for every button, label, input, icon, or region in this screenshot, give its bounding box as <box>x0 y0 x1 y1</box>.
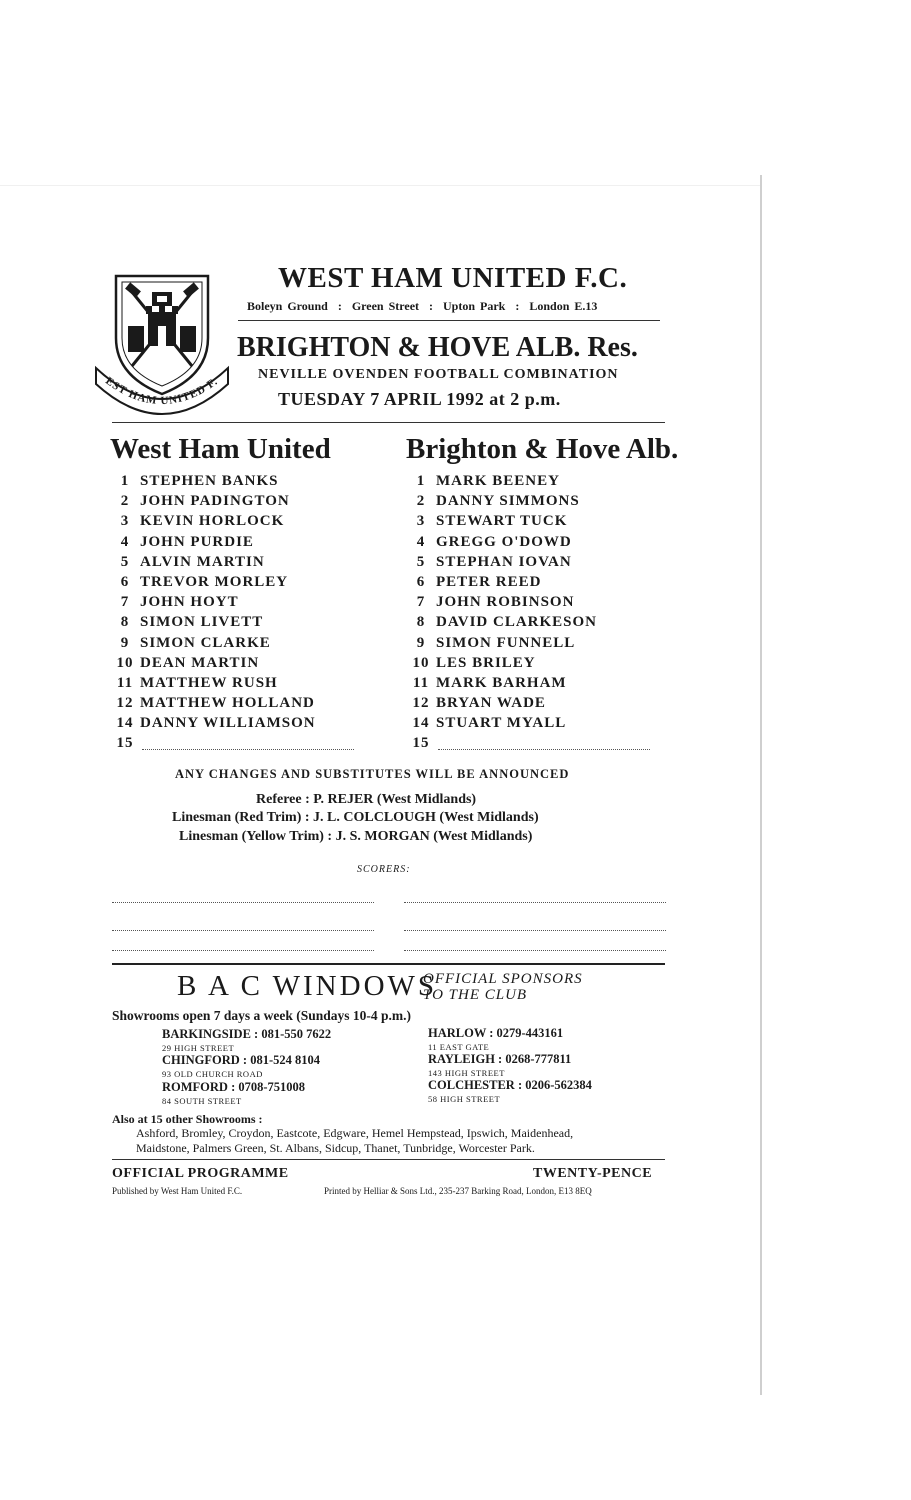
player-name: PETER REED <box>436 573 542 590</box>
player-name: MATTHEW HOLLAND <box>140 695 315 712</box>
player-name: STUART MYALL <box>436 715 567 732</box>
showroom-street: 93 OLD CHURCH ROAD <box>162 1069 263 1079</box>
player-number: 15 <box>412 735 430 752</box>
player-row <box>408 493 597 513</box>
player-name: BRYAN WADE <box>436 695 546 712</box>
player-number: 10 <box>116 654 134 671</box>
player-number: 7 <box>120 594 130 611</box>
player-number: 5 <box>120 553 130 570</box>
player-row <box>408 715 597 735</box>
player-number: 4 <box>416 533 426 550</box>
away-team-name: Brighton & Hove Alb. <box>406 433 679 465</box>
opponent-title: BRIGHTON & HOVE ALB. Res. <box>237 332 638 363</box>
player-number: 12 <box>412 695 430 712</box>
player-number: 6 <box>416 573 426 590</box>
scorer-line <box>112 930 374 931</box>
scorer-line <box>404 930 666 931</box>
player-name: JOHN ROBINSON <box>436 594 575 611</box>
scorer-line <box>112 950 374 951</box>
player-row <box>112 675 316 695</box>
player-name: MARK BEENEY <box>436 473 560 489</box>
towns-line: Maidstone, Palmers Green, St. Albans, Sidcup, Thanet, Tunbridge, Worcester Park. <box>136 1141 535 1155</box>
footer-rule <box>112 1159 665 1160</box>
showroom-street: 58 HIGH STREET <box>428 1094 501 1104</box>
player-number: 9 <box>120 634 130 651</box>
home-team-name: West Ham United <box>110 433 331 465</box>
player-number: 2 <box>416 493 426 510</box>
player-name: DANNY WILLIAMSON <box>140 715 316 732</box>
showroom-name: ROMFORD : 0708-751008 <box>162 1080 306 1094</box>
showroom-name: HARLOW : 0279-443161 <box>428 1026 564 1040</box>
player-name: LES BRILEY <box>436 654 536 671</box>
player-number: 5 <box>416 553 426 570</box>
player-row <box>408 473 597 493</box>
showroom-street: 29 HIGH STREET <box>162 1043 235 1053</box>
player-number: 14 <box>116 715 134 732</box>
sponsor-rule <box>112 963 665 965</box>
player-number: 12 <box>116 695 134 712</box>
player-row <box>408 675 597 695</box>
official-programme: OFFICIAL PROGRAMME <box>112 1166 289 1181</box>
player-number: 8 <box>416 614 426 631</box>
substitutes-notice: ANY CHANGES AND SUBSTITUTES WILL BE ANNOUNCED <box>175 767 570 781</box>
player-name: SIMON LIVETT <box>140 614 264 631</box>
club-title: WEST HAM UNITED F.C. <box>278 262 628 294</box>
player-name: STEWART TUCK <box>436 513 568 530</box>
player-row <box>408 594 597 614</box>
player-name: JOHN PURDIE <box>140 533 254 550</box>
showroom-street: 11 EAST GATE <box>428 1042 490 1052</box>
programme-price: TWENTY-PENCE <box>533 1166 653 1181</box>
player-name: STEPHEN BANKS <box>140 473 279 489</box>
player-name: STEPHAN IOVAN <box>436 553 572 570</box>
player-name: DAVID CLARKESON <box>436 614 598 631</box>
linesman-yellow: Linesman (Yellow Trim) : J. S. MORGAN (West Midlands) <box>179 829 533 844</box>
player-name: JOHN PADINGTON <box>140 493 290 510</box>
player-row <box>408 695 597 715</box>
sponsor-name: B A C WINDOWS <box>177 970 438 1002</box>
player-number: 3 <box>120 513 130 530</box>
showroom-name: COLCHESTER : 0206-562384 <box>428 1078 592 1092</box>
player-row <box>408 655 597 675</box>
club-crest <box>92 268 232 418</box>
player-number: 8 <box>120 614 130 631</box>
player-row <box>408 554 597 574</box>
linesman-red: Linesman (Red Trim) : J. L. COLCLOUGH (West Midlands) <box>172 810 539 825</box>
showroom-name: RAYLEIGH : 0268-777811 <box>428 1052 572 1066</box>
showroom-name: BARKINGSIDE : 081-550 7622 <box>162 1027 332 1041</box>
scorer-line <box>404 950 666 951</box>
player-name: ALVIN MARTIN <box>140 553 265 570</box>
player-name: SIMON CLARKE <box>140 634 271 651</box>
other-showrooms-label: Also at 15 other Showrooms : <box>112 1112 263 1126</box>
player-row <box>112 695 316 715</box>
player-number: 15 <box>116 735 134 752</box>
player-number: 11 <box>116 674 134 691</box>
player-number: 11 <box>412 674 430 691</box>
scorers-label: SCORERS: <box>357 864 411 875</box>
player-row <box>112 554 316 574</box>
page-edge <box>0 185 760 186</box>
scorer-line <box>404 902 666 903</box>
competition: NEVILLE OVENDEN FOOTBALL COMBINATION <box>258 367 619 382</box>
player-number: 4 <box>120 533 130 550</box>
player-name: DEAN MARTIN <box>140 654 260 671</box>
player-name: GREGG O'DOWD <box>436 533 572 550</box>
player-number: 6 <box>120 573 130 590</box>
towns-line: Ashford, Bromley, Croydon, Eastcote, Edgware, Hemel Hempstead, Ipswich, Maidenhead, <box>136 1126 574 1140</box>
player-row <box>408 735 597 755</box>
player-row <box>112 635 316 655</box>
showroom-street: 143 HIGH STREET <box>428 1068 505 1078</box>
player-name: KEVIN HORLOCK <box>140 513 285 530</box>
club-address: Boleyn Ground : Green Street : Upton Park : London E.13 <box>247 299 598 313</box>
blank-player-line <box>142 749 354 750</box>
player-row <box>112 735 316 755</box>
player-name: DANNY SIMMONS <box>436 493 580 510</box>
player-row <box>112 594 316 614</box>
player-number: 3 <box>416 513 426 530</box>
player-number: 7 <box>416 594 426 611</box>
player-name: MARK BARHAM <box>436 674 567 691</box>
player-row <box>112 614 316 634</box>
publisher: Published by West Ham United F.C. <box>112 1186 243 1196</box>
showroom-street: 84 SOUTH STREET <box>162 1096 242 1106</box>
page-edge <box>760 175 762 1395</box>
printer: Printed by Helliar & Sons Ltd., 235-237 Barking Road, London, E13 8EQ <box>324 1186 592 1196</box>
referee: Referee : P. REJER (West Midlands) <box>256 792 477 807</box>
match-date: TUESDAY 7 APRIL 1992 at 2 p.m. <box>278 389 561 409</box>
away-roster <box>408 473 597 756</box>
player-row <box>408 534 597 554</box>
showroom-name: CHINGFORD : 081-524 8104 <box>162 1053 320 1067</box>
showroom-hours: Showrooms open 7 days a week (Sundays 10-4 p.m.) <box>112 1008 412 1023</box>
player-number: 1 <box>120 473 130 489</box>
player-name: SIMON FUNNELL <box>436 634 576 651</box>
player-number: 14 <box>412 715 430 732</box>
player-name: MATTHEW RUSH <box>140 674 278 691</box>
player-name: TREVOR MORLEY <box>140 573 289 590</box>
player-row <box>408 513 597 533</box>
home-roster <box>112 473 316 756</box>
player-row <box>112 534 316 554</box>
player-row <box>112 574 316 594</box>
crest-motto: EST HAM UNITED F. <box>103 374 221 408</box>
scorer-line <box>112 902 374 903</box>
player-row <box>112 513 316 533</box>
sponsor-note: OFFICIAL SPONSORS TO THE CLUB <box>423 971 583 1003</box>
header-rule <box>238 320 660 321</box>
player-row <box>112 473 316 493</box>
player-row <box>112 493 316 513</box>
player-row <box>408 574 597 594</box>
player-row <box>112 715 316 735</box>
player-row <box>408 614 597 634</box>
player-name: JOHN HOYT <box>140 594 239 611</box>
player-row <box>408 635 597 655</box>
player-number: 2 <box>120 493 130 510</box>
player-number: 10 <box>412 654 430 671</box>
header-bottom-rule <box>112 422 665 423</box>
player-row <box>112 655 316 675</box>
player-number: 1 <box>416 473 426 489</box>
player-number: 9 <box>416 634 426 651</box>
blank-player-line <box>438 749 650 750</box>
